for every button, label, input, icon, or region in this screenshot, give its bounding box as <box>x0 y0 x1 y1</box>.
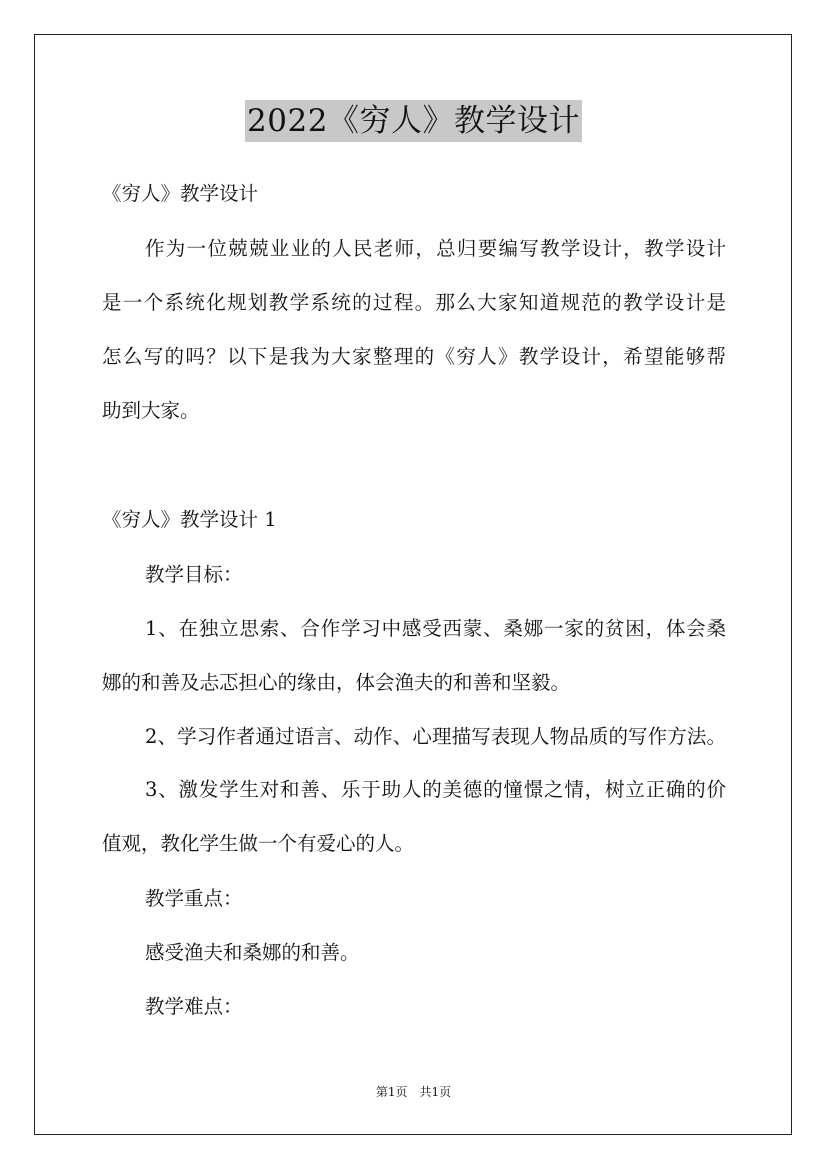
page-footer: 第1页 共1页 <box>375 1085 452 1099</box>
section-heading: 《穷人》教学设计 1 <box>102 508 277 531</box>
document-title-wrap <box>0 100 827 142</box>
difficulty-label: 教学难点： <box>145 995 243 1018</box>
goal-line: 1、在独立思索、合作学习中感受西蒙、桑娜一家的贫困，体会桑 <box>145 617 726 640</box>
intro-line: 是一个系统化规划教学系统的过程。那么大家知道规范的教学设计是 <box>102 291 726 314</box>
subtitle: 《穷人》教学设计 <box>102 182 259 205</box>
goal-line: 娜的和善及忐忑担心的缘由，体会渔夫的和善和坚毅。 <box>102 671 571 694</box>
goal-line: 3、激发学生对和善、乐于助人的美德的憧憬之情，树立正确的价 <box>145 778 726 801</box>
intro-line: 作为一位兢兢业业的人民老师，总归要编写教学设计，教学设计 <box>145 237 726 260</box>
document-title: 2022《穷人》教学设计 <box>245 100 582 142</box>
intro-line: 怎么写的吗？以下是我为大家整理的《穷人》教学设计，希望能够帮 <box>102 345 726 368</box>
goal-line: 2、学习作者通过语言、动作、心理描写表现人物品质的写作方法。 <box>145 725 726 748</box>
key-label: 教学重点： <box>145 887 243 910</box>
goals-label: 教学目标： <box>145 563 243 586</box>
goal-line: 值观，教化学生做一个有爱心的人。 <box>102 832 415 855</box>
intro-line: 助到大家。 <box>102 399 200 422</box>
key-text: 感受渔夫和桑娜的和善。 <box>145 941 360 964</box>
